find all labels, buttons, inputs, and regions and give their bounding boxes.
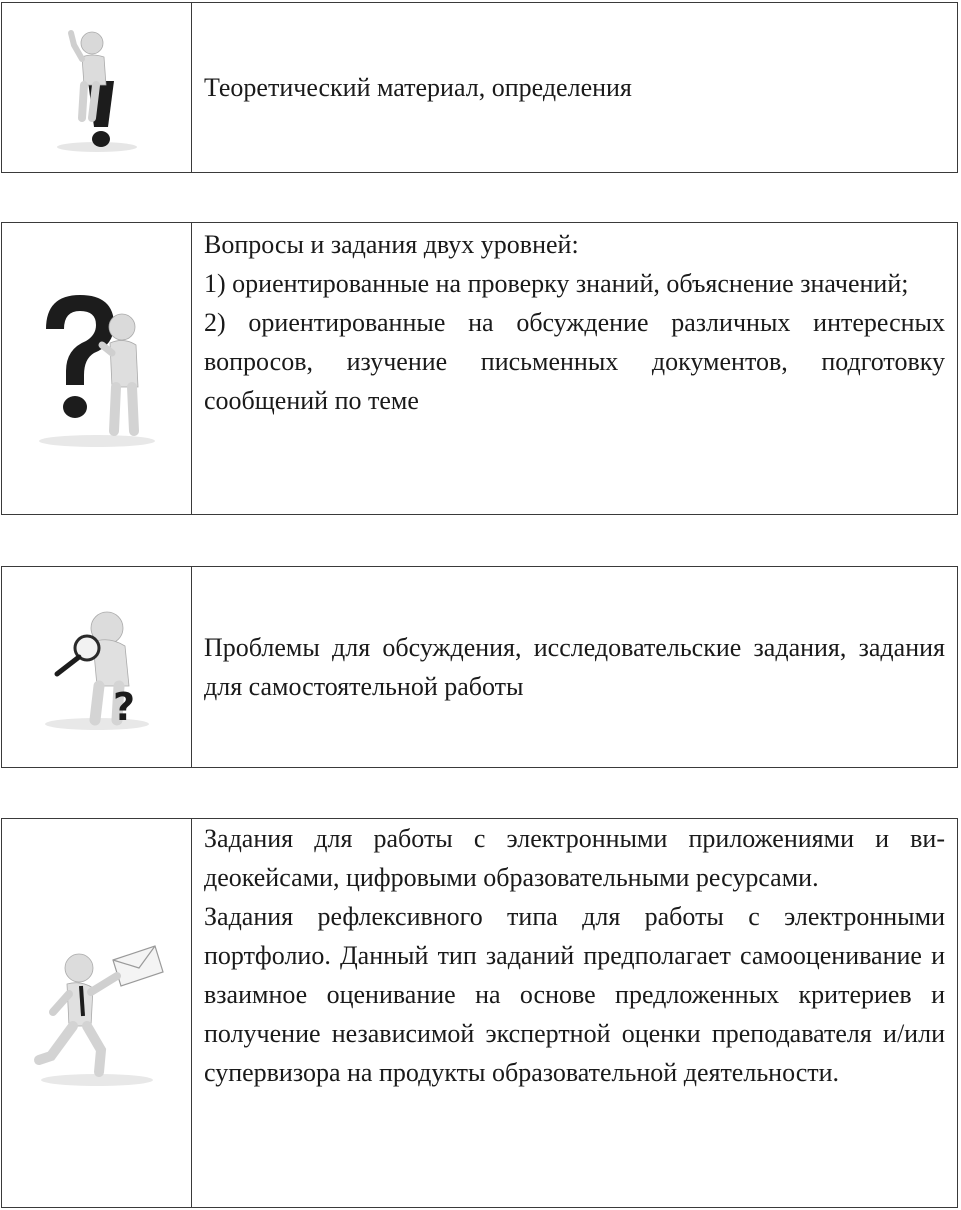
block-text (204, 225, 945, 420)
block-text (204, 3, 945, 172)
paragraph: 1) ориентированные на проверку знаний, объяснение значений; (204, 269, 909, 298)
running-envelope-person-icon (27, 938, 167, 1088)
svg-text:?: ? (112, 685, 135, 729)
block-text (204, 567, 945, 767)
icon-cell (2, 819, 192, 1207)
block-text (204, 819, 945, 1092)
icon-cell (2, 567, 192, 767)
icon-cell (2, 3, 192, 172)
exclamation-person-icon (52, 23, 142, 153)
block-questions (1, 222, 958, 515)
block-problems (1, 566, 958, 768)
block-electronic-tasks (1, 818, 958, 1208)
magnifier-person-icon (37, 602, 157, 732)
paragraph: 2) ориентированные на обсуждение различных интересных вопросов, изучение письменных документов, подготовку сообщений по теме (204, 308, 945, 415)
paragraph: Проблемы для обсуждения, исследовательские задания, задания для самостоятельной работы (204, 633, 945, 701)
paragraph: Теоретический материал, определения (204, 73, 632, 102)
paragraph: Задания рефлексивного типа для работы с электронными портфолио. Данный тип заданий предполагает самооценивание и взаимное оценивание на основе предложенных критериев и получение независимой экспертной оценки преподавателя и/или супервизора на продукты образовательной деятельности. (204, 902, 945, 1087)
paragraph: Вопросы и задания двух уровней: (204, 230, 579, 259)
icon-cell (2, 223, 192, 514)
paragraph: Задания для работы с электронными приложениями и видеокейсами, цифровыми образовательными ресурсами. (204, 824, 945, 892)
block-theory (1, 2, 958, 173)
question-person-icon (32, 289, 162, 449)
